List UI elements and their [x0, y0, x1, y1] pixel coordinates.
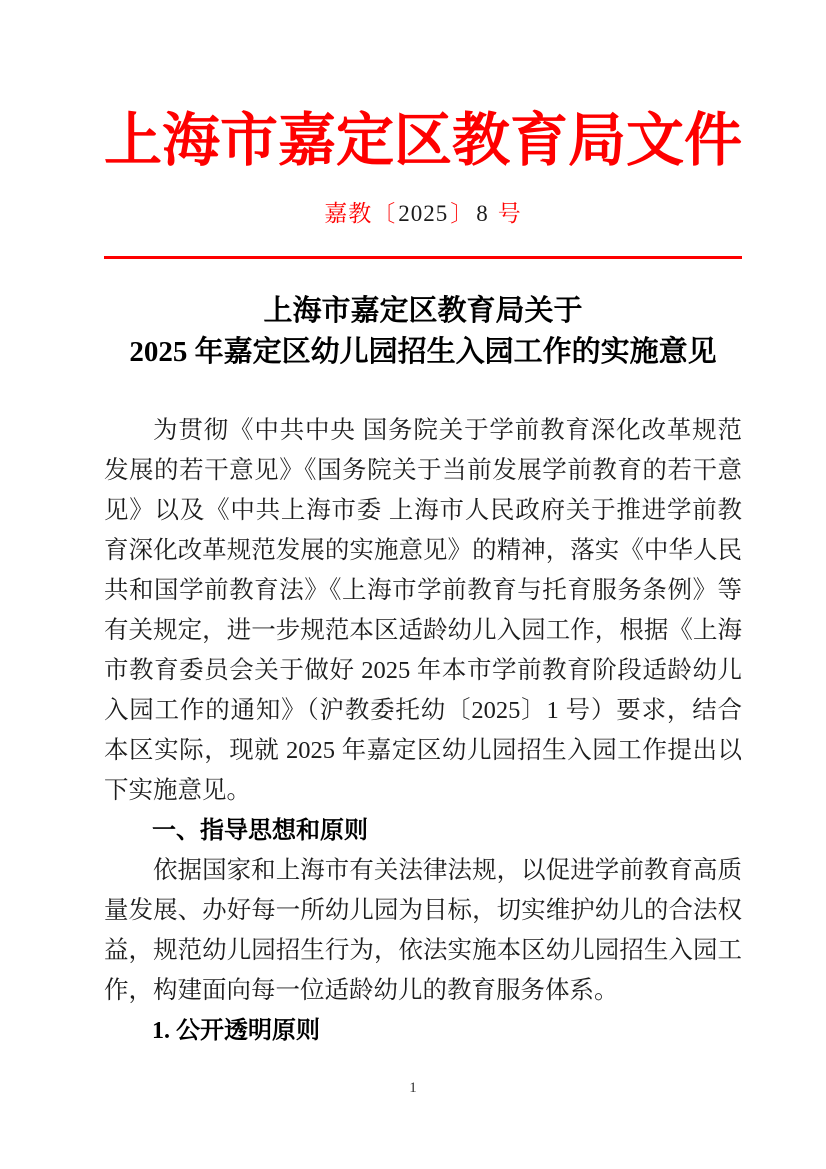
doc-number-prefix: 嘉教〔	[324, 201, 397, 226]
doc-number-close-bracket: 〕	[450, 201, 475, 226]
red-divider-line	[104, 256, 742, 259]
letterhead	[104, 108, 742, 259]
doc-number-suffix: 号	[497, 201, 522, 226]
page-number: 1	[409, 1080, 417, 1096]
doc-number-year: 2025	[398, 201, 449, 226]
principle-1-heading: 1. 公开透明原则	[152, 1018, 320, 1044]
document-title-line1: 上海市嘉定区教育局关于	[263, 295, 583, 327]
document-number	[104, 200, 742, 228]
document-title-line2: 2025 年嘉定区幼儿园招生入园工作的实施意见	[129, 336, 717, 368]
document-body	[104, 411, 742, 1051]
doc-number-issue: 8	[476, 201, 489, 226]
section-1-heading: 一、指导思想和原则	[152, 817, 368, 844]
letterhead-org-title: 上海市嘉定区教育局文件	[104, 108, 743, 173]
section-1-paragraph: 依据国家和上海市有关法律法规，以促进学前教育高质量发展、办好每一所幼儿园为目标，切实维护幼儿的合法权益，规范幼儿园招生行为，依法实施本区幼儿园招生入园工作，构建面向每一位适龄幼儿的教育服务体系。	[104, 857, 742, 1004]
intro-paragraph: 为贯彻《中共中央 国务院关于学前教育深化改革规范发展的若干意见》《国务院关于当前发展学前教育的若干意见》以及《中共上海市委 上海市人民政府关于推进学前教育深化改革规范发展的实施意见》的精神，落实《中华人民共和国学前教育法》《上海市学前教育与托育服务条例》等有关规定，进一步规范本区适龄幼儿入园工作，根据《上海市教育委员会关于做好 2025 年本市学前教育阶段适龄幼儿入园工作的通知》（沪教委托幼〔2025〕1 号）要求，结合本区实际，现就 2025 年嘉定区幼儿园招生入园工作提出以下实施意见。	[104, 417, 742, 804]
document-title	[104, 291, 742, 373]
